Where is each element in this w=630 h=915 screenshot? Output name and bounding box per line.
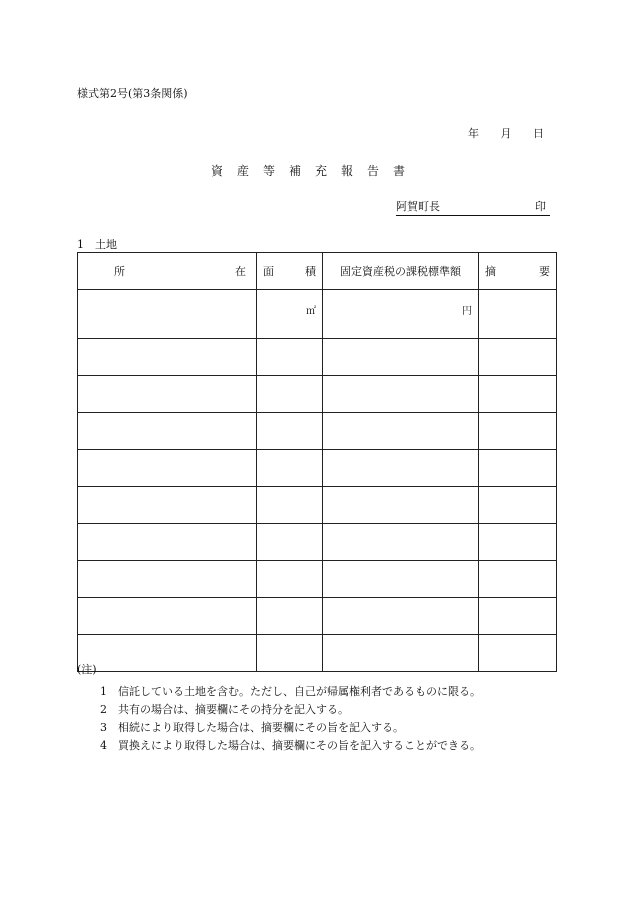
date-month-label: 月: [500, 127, 512, 140]
note-text: 買換えにより取得した場合は、摘要欄にその旨を記入することができる。: [118, 739, 481, 752]
cell-location[interactable]: [78, 376, 257, 413]
table-row: [78, 524, 557, 561]
cell-summary[interactable]: [479, 524, 557, 561]
tax-base-unit-label: 円: [462, 306, 472, 317]
table-row: [78, 376, 557, 413]
table-header-row: [78, 253, 557, 290]
cell-tax-base[interactable]: [323, 635, 479, 672]
note-item: [100, 701, 481, 719]
cell-area[interactable]: [257, 524, 323, 561]
cell-summary[interactable]: [479, 413, 557, 450]
cell-location[interactable]: [78, 413, 257, 450]
notes-list: [100, 683, 481, 755]
cell-tax-base[interactable]: [323, 339, 479, 376]
table-row: [78, 561, 557, 598]
header-area-right: 積: [305, 265, 316, 278]
cell-tax-base[interactable]: [323, 561, 479, 598]
cell-summary[interactable]: [479, 339, 557, 376]
table-row: [78, 413, 557, 450]
cell-area[interactable]: [257, 450, 323, 487]
cell-area[interactable]: [257, 413, 323, 450]
header-area-left: 面: [263, 265, 274, 278]
note-text: 相続により取得した場合は、摘要欄にその旨を記入する。: [118, 721, 404, 734]
cell-area[interactable]: [257, 339, 323, 376]
cell-location[interactable]: [78, 524, 257, 561]
cell-summary[interactable]: [479, 487, 557, 524]
cell-tax-base[interactable]: [323, 290, 479, 339]
cell-area[interactable]: [257, 561, 323, 598]
note-item: [100, 719, 481, 737]
cell-location[interactable]: [78, 635, 257, 672]
addressee-name: 阿賀町長: [396, 200, 440, 213]
cell-location[interactable]: [78, 598, 257, 635]
cell-tax-base[interactable]: [323, 487, 479, 524]
cell-tax-base[interactable]: [323, 450, 479, 487]
seal-mark: 印: [535, 200, 546, 213]
land-table: [77, 252, 557, 672]
cell-area[interactable]: [257, 376, 323, 413]
header-summary: [479, 253, 557, 290]
date-day-label: 日: [533, 127, 544, 140]
table-row: [78, 290, 557, 339]
note-text: 共有の場合は、摘要欄にその持分を記入する。: [118, 703, 349, 716]
table-row: [78, 487, 557, 524]
cell-area[interactable]: [257, 487, 323, 524]
cell-tax-base[interactable]: [323, 524, 479, 561]
header-area: [257, 253, 323, 290]
header-tax-base: 固定資産税の課税標準額: [323, 253, 479, 290]
cell-area[interactable]: [257, 290, 323, 339]
area-unit-label: ㎡: [306, 306, 316, 317]
document-title: 資産等補充報告書: [210, 164, 419, 178]
cell-location[interactable]: [78, 290, 257, 339]
cell-area[interactable]: [257, 598, 323, 635]
notes-heading: (注): [77, 663, 97, 676]
table-row: [78, 339, 557, 376]
cell-summary[interactable]: [479, 290, 557, 339]
cell-summary[interactable]: [479, 450, 557, 487]
note-item: [100, 683, 481, 701]
cell-summary[interactable]: [479, 376, 557, 413]
note-number: 1: [100, 685, 107, 698]
cell-location[interactable]: [78, 561, 257, 598]
cell-tax-base[interactable]: [323, 598, 479, 635]
addressee-line: [396, 198, 550, 216]
header-summary-right: 要: [539, 265, 550, 278]
cell-location[interactable]: [78, 487, 257, 524]
cell-location[interactable]: [78, 450, 257, 487]
note-item: [100, 737, 481, 755]
note-number: 3: [100, 721, 107, 734]
cell-tax-base[interactable]: [323, 413, 479, 450]
cell-tax-base[interactable]: [323, 376, 479, 413]
cell-summary[interactable]: [479, 635, 557, 672]
cell-location[interactable]: [78, 339, 257, 376]
table-body: [78, 290, 557, 672]
cell-area[interactable]: [257, 635, 323, 672]
form-number: 様式第2号(第3条関係): [77, 87, 188, 100]
header-location: [78, 253, 257, 290]
date-line: [450, 125, 544, 141]
note-text: 信託している土地を含む。ただし、自己が帰属権利者であるものに限る。: [118, 685, 481, 698]
table-row: [78, 450, 557, 487]
header-summary-left: 摘: [485, 265, 496, 278]
cell-summary[interactable]: [479, 561, 557, 598]
section-heading: 1 土地: [77, 238, 117, 251]
table-row: [78, 635, 557, 672]
note-number: 2: [100, 703, 107, 716]
note-number: 4: [100, 739, 107, 752]
date-year-label: 年: [468, 127, 479, 140]
cell-summary[interactable]: [479, 598, 557, 635]
header-location-left: 所: [114, 265, 125, 278]
header-location-right: 在: [235, 265, 246, 278]
table-row: [78, 598, 557, 635]
